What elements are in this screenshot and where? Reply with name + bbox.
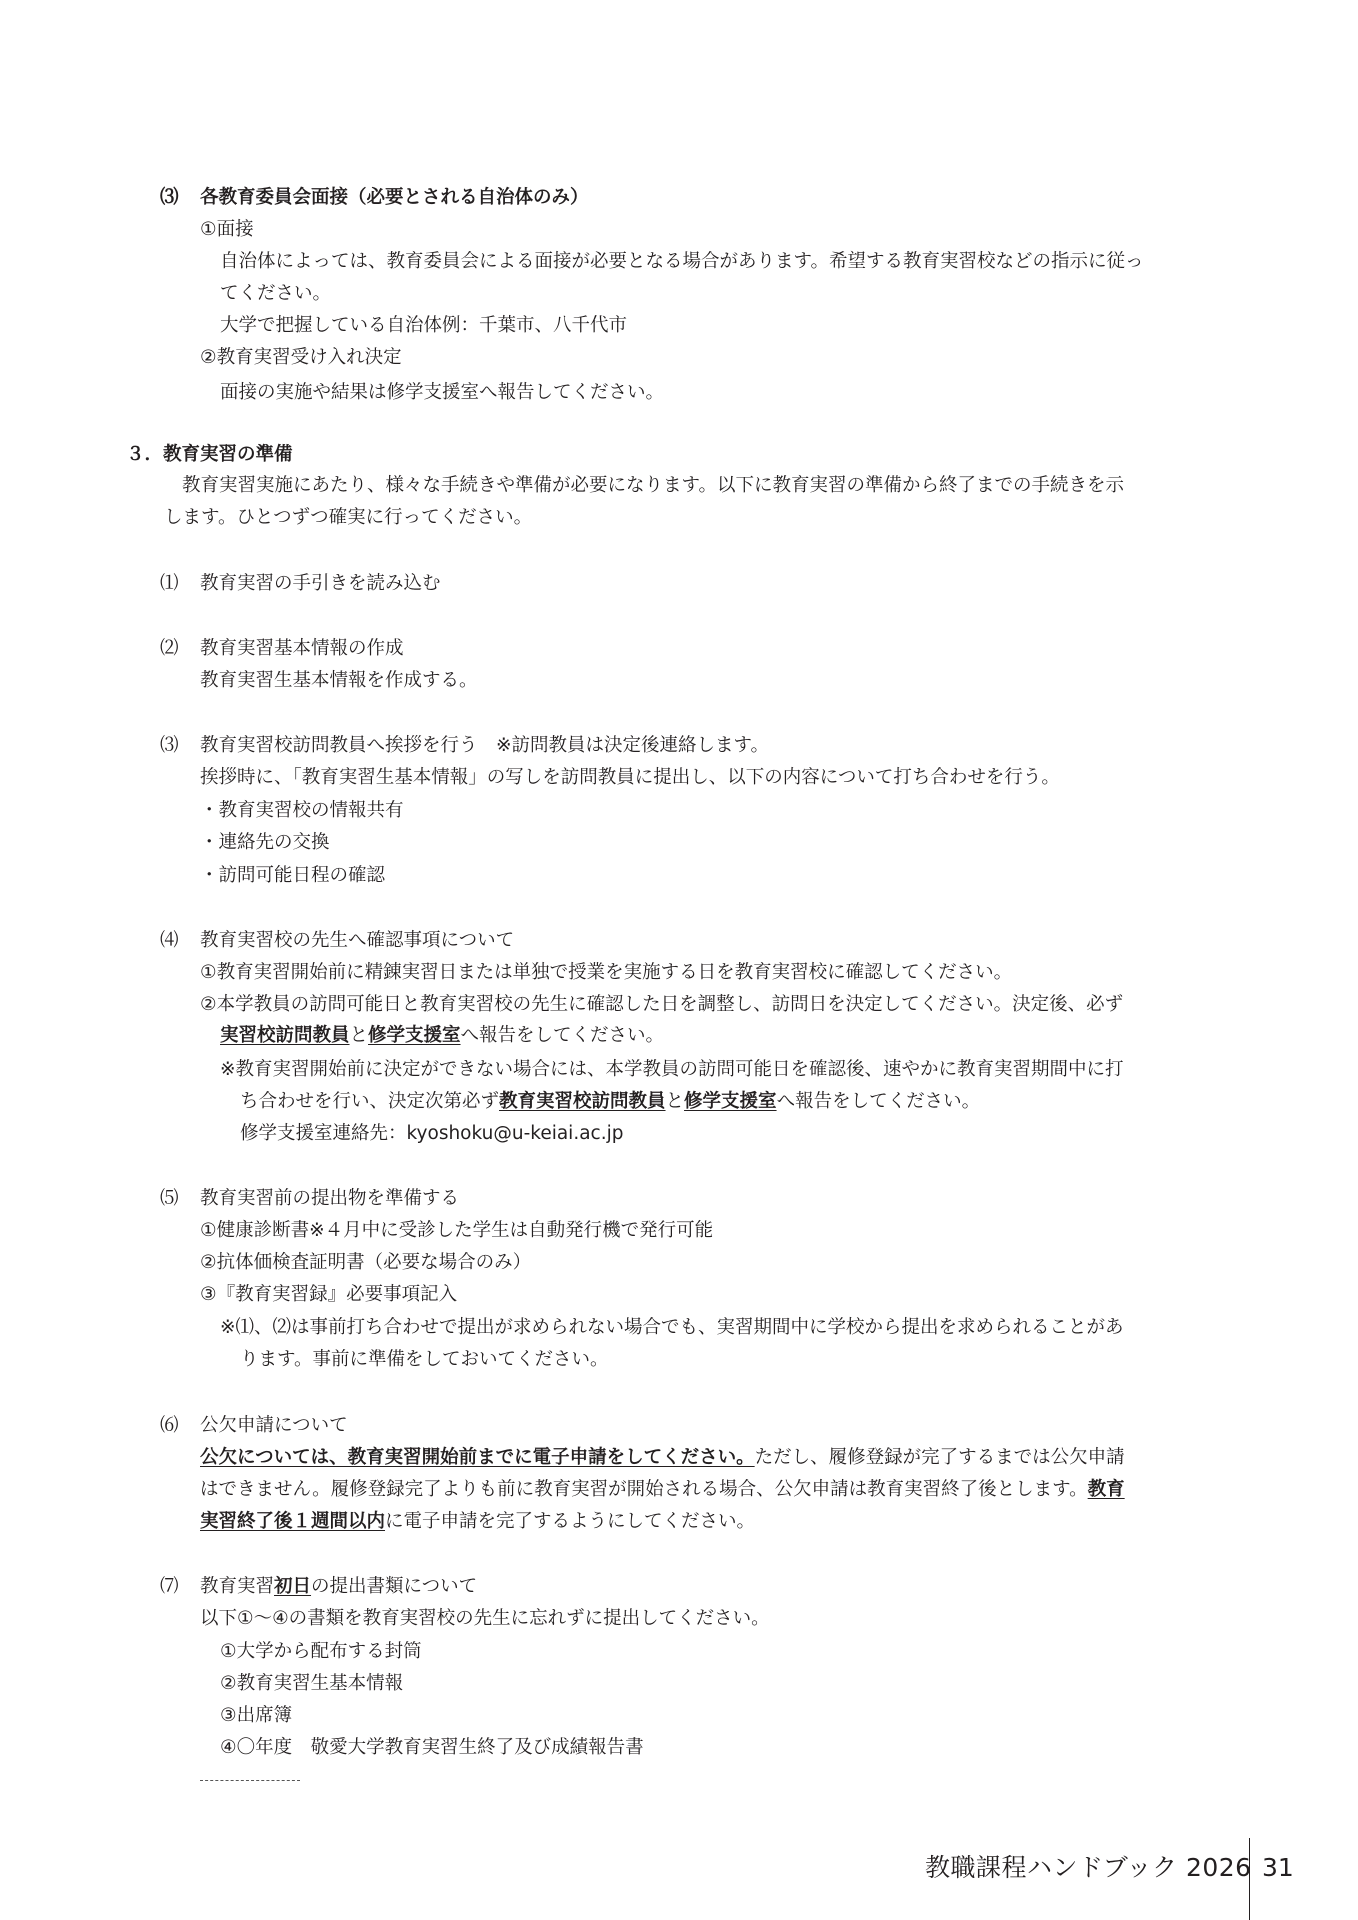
subsection-heading: ⑶ 各教育委員会面接（必要とされる自治体のみ） bbox=[160, 187, 589, 208]
paragraph-line: 実習校訪問教員と修学支援室へ報告をしてください。 bbox=[220, 1025, 665, 1046]
paragraph-line: 実習終了後１週間以内に電子申請を完了するようにしてください。 bbox=[200, 1511, 756, 1532]
paragraph-line: 教育実習実施にあたり、様々な手続きや準備が必要になります。以下に教育実習の準備から終了までの手続きを示 bbox=[182, 475, 1125, 496]
paragraph-line: ①健康診断書※４月中に受診した学生は自動発行機で発行可能 bbox=[200, 1220, 714, 1241]
section-heading: ３．教育実習の準備 bbox=[126, 444, 293, 465]
paragraph-line: ②本学教員の訪問可能日と教育実習校の先生に確認した日を調整し、訪問日を決定してください。決定後、必ず bbox=[200, 994, 1124, 1015]
list-item: ⑵ 教育実習基本情報の作成 bbox=[160, 638, 404, 659]
note-line: ち合わせを行い、決定次第必ず教育実習校訪問教員と修学支援室へ報告をしてください。 bbox=[240, 1091, 981, 1112]
bullet-item: ・教育実習校の情報共有 bbox=[200, 800, 404, 821]
list-item: ⑹ 公欠申請について bbox=[160, 1415, 348, 1436]
list-item: ⑴ 教育実習の手引きを読み込む bbox=[160, 573, 441, 594]
paragraph-line: 大学で把握している自治体例：千葉市、八千代市 bbox=[220, 315, 628, 336]
paragraph-line: します。ひとつずつ確実に行ってください。 bbox=[164, 507, 533, 528]
footer-divider bbox=[1249, 1838, 1250, 1920]
paragraph-line: ③『教育実習録』必要事項記入 bbox=[200, 1284, 458, 1305]
paragraph-line: てください。 bbox=[220, 283, 332, 304]
paragraph-line: 以下①～④の書類を教育実習校の先生に忘れずに提出してください。 bbox=[200, 1608, 770, 1629]
paragraph-line: 自治体によっては、教育委員会による面接が必要となる場合があります。希望する教育実習校などの指示に従っ bbox=[220, 251, 1144, 272]
document-item: ④〇年度 敬愛大学教育実習生終了及び成績報告書 bbox=[220, 1737, 644, 1758]
document-item: ③出席簿 bbox=[220, 1705, 293, 1726]
dashed-divider bbox=[200, 1780, 300, 1781]
list-item: ②教育実習受け入れ決定 bbox=[200, 347, 402, 368]
document-item: ②教育実習生基本情報 bbox=[220, 1673, 404, 1694]
note-line: ※教育実習開始前に決定ができない場合には、本学教員の訪問可能日を確認後、速やかに教育実習期間中に打 bbox=[220, 1059, 1124, 1080]
paragraph-line: 面接の実施や結果は修学支援室へ報告してください。 bbox=[220, 382, 665, 403]
paragraph-line: はできません。履修登録完了よりも前に教育実習が開始される場合、公欠申請は教育実習終了後とします。教育 bbox=[200, 1479, 1125, 1500]
list-item: ⑷ 教育実習校の先生へ確認事項について bbox=[160, 930, 515, 951]
list-item: ①面接 bbox=[200, 219, 254, 240]
list-item: ⑸ 教育実習前の提出物を準備する bbox=[160, 1188, 460, 1209]
bullet-item: ・訪問可能日程の確認 bbox=[200, 865, 386, 886]
paragraph-line: 挨拶時に、「教育実習生基本情報」の写しを訪問教員に提出し、以下の内容について打ち合わせを行う。 bbox=[200, 767, 1060, 788]
note-line: ります。事前に準備をしておいてください。 bbox=[240, 1349, 609, 1370]
list-item: ⑶ 教育実習校訪問教員へ挨拶を行う ※訪問教員は決定後連絡します。 bbox=[160, 735, 770, 756]
paragraph-line: ①教育実習開始前に精錬実習日または単独で授業を実施する日を教育実習校に確認してください。 bbox=[200, 962, 1013, 983]
page-number: 31 bbox=[1262, 1853, 1294, 1882]
contact-line: 修学支援室連絡先：kyoshoku@u-keiai.ac.jp bbox=[240, 1123, 624, 1144]
note-line: ※⑴、⑵は事前打ち合わせで提出が求められない場合でも、実習期間中に学校から提出を求められることがあ bbox=[220, 1317, 1124, 1338]
paragraph-line: 教育実習生基本情報を作成する。 bbox=[200, 670, 478, 691]
list-item: ⑺ 教育実習初日の提出書類について bbox=[160, 1576, 478, 1597]
document-item: ①大学から配布する封筒 bbox=[220, 1641, 422, 1662]
bullet-item: ・連絡先の交換 bbox=[200, 832, 330, 853]
paragraph-line: 公欠については、教育実習開始前までに電子申請をしてください。ただし、履修登録が完了するまでは公欠申請 bbox=[200, 1447, 1125, 1468]
paragraph-line: ②抗体価検査証明書（必要な場合のみ） bbox=[200, 1252, 532, 1273]
footer-title: 教職課程ハンドブック 2026 bbox=[925, 1853, 1252, 1882]
